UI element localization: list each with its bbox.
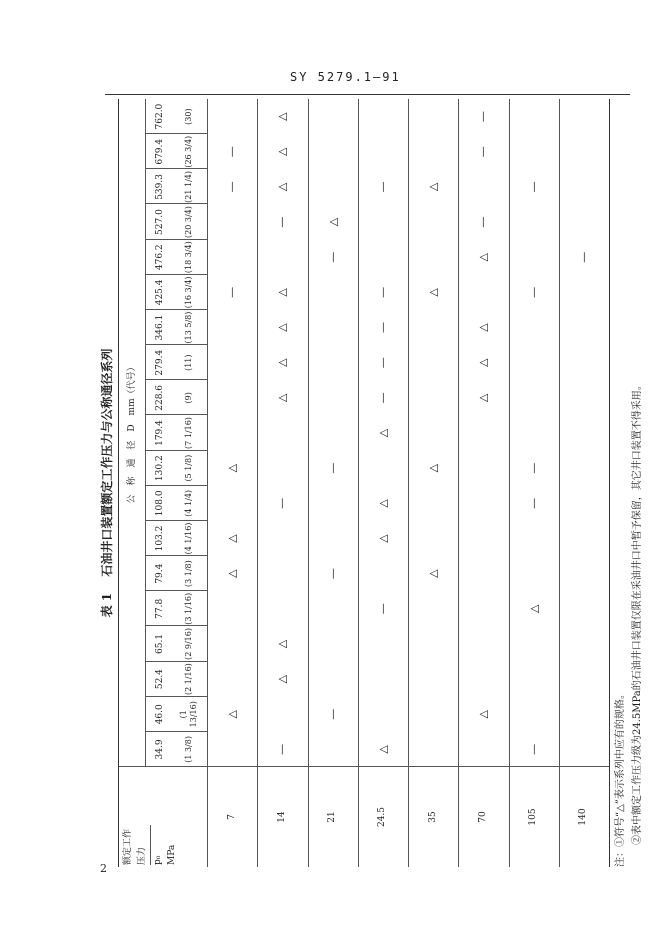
- triangle-mark-icon: △: [225, 710, 239, 719]
- column-header-mm: 539.3: [154, 174, 165, 200]
- triangle-mark-icon: △: [426, 569, 440, 578]
- group-header: 公 称 通 径 D mm（代号）: [126, 362, 137, 504]
- column-header-mm: 425.4: [154, 279, 165, 306]
- table-caption: [98, 99, 115, 867]
- row-header-pressure: 7: [226, 814, 237, 820]
- dash-mark-icon: —: [476, 146, 490, 158]
- column-header-code: (3 1/16): [184, 592, 194, 625]
- dash-mark-icon: —: [275, 216, 289, 228]
- rotated-table-block: [94, 99, 643, 867]
- row-header-pressure: 35: [427, 811, 438, 823]
- row-header-pressure: 105: [528, 808, 539, 826]
- dash-mark-icon: —: [326, 708, 340, 720]
- corner-line3: p₀: [150, 825, 165, 865]
- triangle-mark-icon: △: [275, 674, 289, 684]
- column-header-code: (4 1/16): [184, 522, 194, 555]
- column-header-code: (4 1/4): [184, 489, 194, 517]
- column-header-mm: 65.1: [154, 633, 165, 654]
- column-header-code: (2 1/16): [184, 663, 194, 696]
- grid-hline-row: [257, 99, 258, 867]
- dash-mark-icon: —: [326, 251, 340, 263]
- corner-line2: 压力: [137, 846, 148, 865]
- column-header-mm: 228.6: [154, 384, 165, 411]
- note-1: 注：①符号“△”表示系列中应有的规格。: [615, 689, 626, 867]
- dash-mark-icon: —: [225, 181, 239, 193]
- triangle-mark-icon: △: [275, 393, 289, 403]
- notes: [612, 99, 646, 867]
- triangle-mark-icon: △: [476, 323, 490, 332]
- triangle-mark-icon: △: [275, 358, 289, 367]
- column-header-mm: 179.4: [154, 420, 165, 446]
- triangle-mark-icon: △: [527, 604, 541, 614]
- column-header-code: (2 9/16): [184, 628, 194, 660]
- triangle-mark-icon: △: [275, 639, 289, 649]
- triangle-mark-icon: △: [426, 463, 440, 473]
- column-header-mm: 679.4: [154, 138, 165, 165]
- dash-mark-icon: —: [225, 286, 239, 298]
- grid-hline-row: [408, 99, 409, 867]
- column-header-code: (13 5/8): [184, 311, 194, 344]
- column-header-code: (11): [184, 354, 194, 371]
- grid-hline-header: [207, 99, 208, 867]
- column-header-mm: 103.2: [154, 525, 165, 552]
- column-header-mm: 762.0: [154, 103, 165, 130]
- grid-hline-row: [509, 99, 510, 867]
- column-header-code: (30): [184, 108, 194, 125]
- triangle-mark-icon: △: [426, 182, 440, 192]
- column-header-code: (9): [184, 392, 194, 404]
- table-number: 表 1: [100, 592, 114, 618]
- column-header-code: (21 1/4): [184, 170, 194, 203]
- triangle-mark-icon: △: [476, 710, 490, 719]
- column-header-code: (3 1/8): [184, 560, 194, 588]
- dash-mark-icon: —: [527, 181, 541, 193]
- triangle-mark-icon: △: [376, 428, 390, 438]
- dash-mark-icon: —: [376, 357, 390, 369]
- column-header-mm: 476.2: [154, 244, 165, 271]
- spec-table: [118, 99, 610, 867]
- triangle-mark-icon: △: [376, 499, 390, 508]
- triangle-mark-icon: △: [476, 358, 490, 367]
- row-header-pressure: 140: [578, 808, 589, 826]
- column-header-mm: 346.1: [154, 314, 165, 341]
- dash-mark-icon: —: [376, 322, 390, 334]
- dash-mark-icon: —: [326, 568, 340, 580]
- dash-mark-icon: —: [476, 216, 490, 228]
- triangle-mark-icon: △: [275, 182, 289, 192]
- triangle-mark-icon: △: [225, 534, 239, 543]
- triangle-mark-icon: △: [426, 288, 440, 297]
- dash-mark-icon: —: [275, 497, 289, 509]
- column-header-mm: 46.0: [154, 704, 165, 725]
- dash-mark-icon: —: [326, 462, 340, 474]
- corner-header: [121, 769, 191, 865]
- row-header-pressure: 24.5: [377, 806, 388, 828]
- column-header-code: (1 13/16): [179, 701, 198, 728]
- document-code: SY 5279.1—91: [290, 70, 401, 84]
- column-header-code: (1 3/8): [184, 736, 194, 763]
- dash-mark-icon: —: [376, 286, 390, 298]
- row-header-pressure: 21: [327, 811, 338, 823]
- triangle-mark-icon: △: [376, 534, 390, 543]
- triangle-mark-icon: △: [476, 252, 490, 262]
- page-number: 2: [100, 862, 107, 875]
- row-header-pressure: 14: [276, 811, 287, 823]
- column-header-code: (20 3/4): [184, 206, 194, 238]
- dash-mark-icon: —: [527, 743, 541, 755]
- column-header-code: (18 3/4): [184, 241, 194, 274]
- grid-hline-row: [559, 99, 560, 867]
- triangle-mark-icon: △: [225, 569, 239, 578]
- column-header-code: (16 3/4): [184, 276, 194, 309]
- column-header-code: (7 1/16): [184, 417, 194, 449]
- grid-hline-row: [458, 99, 459, 867]
- dash-mark-icon: —: [225, 146, 239, 158]
- column-header-code: (5 1/8): [184, 454, 194, 482]
- header-rule: [105, 94, 630, 95]
- column-header-mm: 52.4: [154, 669, 165, 690]
- grid-hline-row: [358, 99, 359, 867]
- column-header-mm: 279.4: [154, 349, 165, 376]
- row-header-pressure: 70: [477, 811, 488, 823]
- column-header-mm: 77.8: [154, 598, 165, 619]
- triangle-mark-icon: △: [275, 288, 289, 297]
- column-header-mm: 130.2: [154, 455, 165, 482]
- triangle-mark-icon: △: [275, 323, 289, 332]
- note-2: ②表中额定工作压力级为24.5MPa的石油井口装置仅限在采油井口中暂予保留，其它井口装置不得采用。: [632, 380, 643, 845]
- column-header-code: (26 3/4): [184, 135, 194, 168]
- column-header-mm: 34.9: [154, 739, 165, 760]
- column-header-mm: 527.0: [154, 209, 165, 235]
- grid-hline-group: [145, 99, 146, 767]
- table-title: 石油井口装置额定工作压力与公称通径系列: [100, 348, 114, 577]
- corner-line1: 额定工作: [123, 828, 133, 865]
- dash-mark-icon: —: [376, 603, 390, 615]
- triangle-mark-icon: △: [376, 745, 390, 754]
- dash-mark-icon: —: [527, 286, 541, 298]
- triangle-mark-icon: △: [326, 217, 340, 227]
- column-header-mm: 79.4: [154, 563, 165, 584]
- dash-mark-icon: —: [376, 392, 390, 404]
- dash-mark-icon: —: [275, 743, 289, 755]
- dash-mark-icon: —: [577, 251, 591, 263]
- column-header-mm: 108.0: [154, 490, 165, 517]
- dash-mark-icon: —: [527, 497, 541, 509]
- triangle-mark-icon: △: [275, 147, 289, 156]
- triangle-mark-icon: △: [275, 112, 289, 121]
- triangle-mark-icon: △: [476, 393, 490, 403]
- grid-hline-row: [308, 99, 309, 867]
- corner-line4: MPa: [167, 844, 178, 865]
- dash-mark-icon: —: [476, 111, 490, 123]
- triangle-mark-icon: △: [225, 463, 239, 473]
- dash-mark-icon: —: [376, 181, 390, 193]
- dash-mark-icon: —: [527, 462, 541, 474]
